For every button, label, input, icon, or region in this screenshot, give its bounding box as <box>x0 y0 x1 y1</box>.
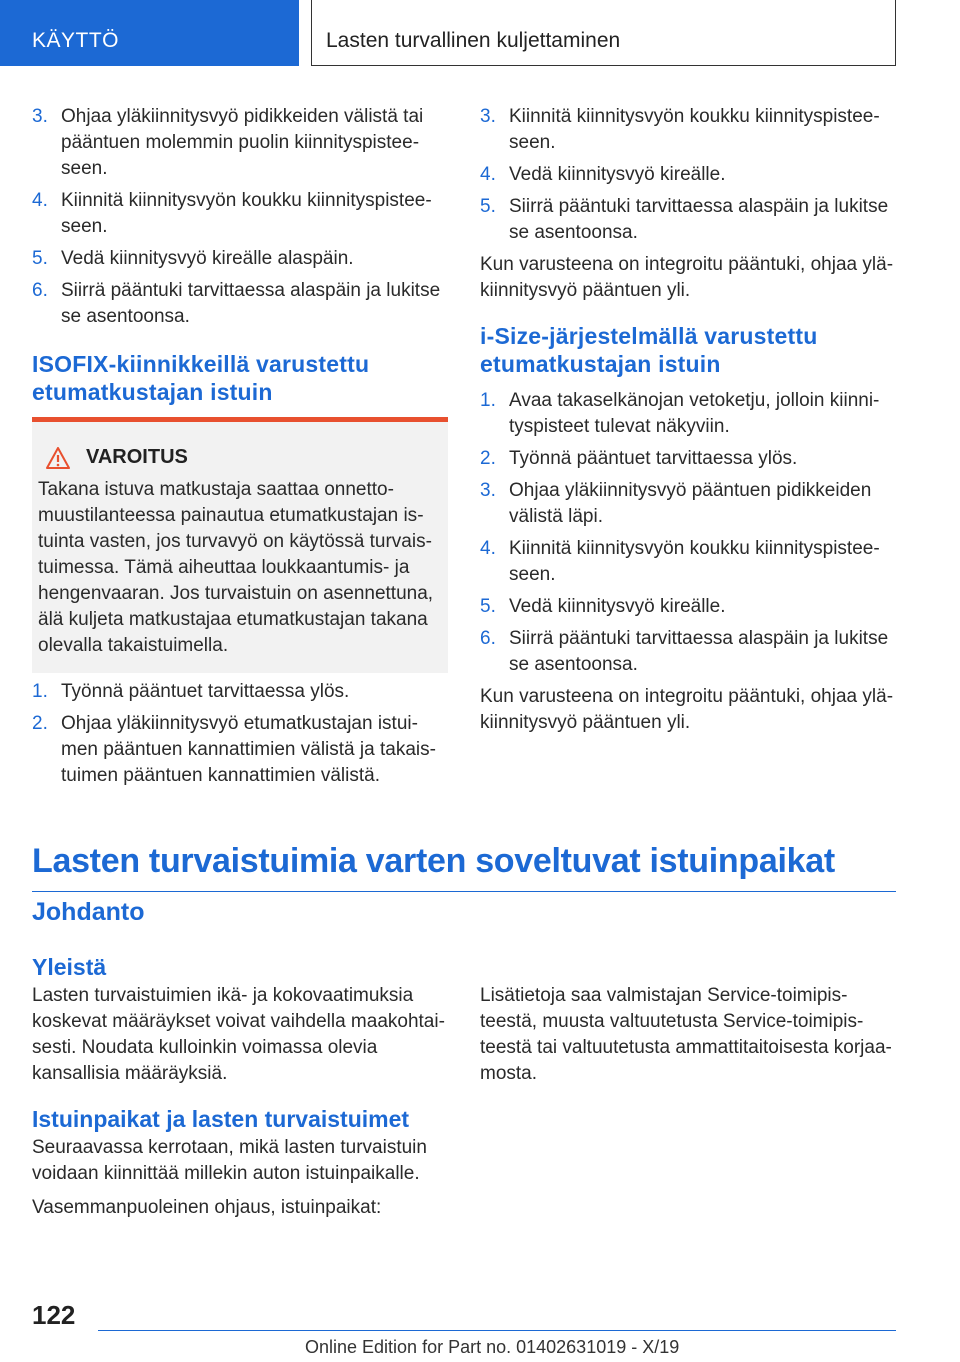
step-text: Ohjaa yläkiinnitysvyö etumatkustajan istuimen pääntuen kannattimien välistä ja takaistuimen pääntuen kannattimien välistä. <box>61 713 436 786</box>
step-text: Siirrä pääntuki tarvittaessa alaspäin ja lukitse se asentoonsa. <box>509 628 889 675</box>
list-item <box>480 388 896 440</box>
step-number: 3. <box>480 106 496 127</box>
step-number: 5. <box>32 248 48 269</box>
general-text-right-block <box>480 983 896 1095</box>
step-number: 2. <box>32 713 48 734</box>
step-text: Vedä kiinnitysvyö kireälle. <box>509 164 726 185</box>
page-number: 122 <box>32 1300 76 1330</box>
general-text-block <box>32 983 448 1095</box>
list-item <box>480 478 896 530</box>
general-heading: Yleistä <box>32 954 107 980</box>
general-text: Lasten turvaistuimien ikä- ja kokovaatimuksia koskevat määräykset voivat vaihdella maakohtaisesti. Noudata kulloinkin voimassa olevia kansallisia määräyksiä. <box>32 985 445 1084</box>
isize-heading: i-Size-järjestelmällä varustettu etumatkustajan istuin <box>480 323 818 377</box>
step-text: Kiinnitä kiinnitysvyön koukku kiinnityspisteeseen. <box>509 106 880 153</box>
seats-text: Vasemmanpuoleinen ohjaus, istuinpaikat: <box>32 1197 382 1218</box>
left-column-top <box>32 104 448 420</box>
warning-triangle-icon <box>46 447 70 469</box>
step-number: 6. <box>32 280 48 301</box>
section-title: Lasten turvaistuimia varten soveltuvat istuinpaikat <box>32 842 896 892</box>
list-item <box>480 626 896 678</box>
warning-title: VAROITUS <box>86 446 188 468</box>
footer-divider <box>98 1330 896 1331</box>
step-text: Työnnä pääntuet tarvittaessa ylös. <box>509 448 798 469</box>
step-number: 4. <box>480 164 496 185</box>
list-item <box>32 711 448 789</box>
list-item <box>480 446 896 472</box>
list-item <box>480 194 896 246</box>
step-text: Ohjaa yläkiinnitysvyö pääntuen pidikkeiden välistä läpi. <box>509 480 872 527</box>
header-section-label: KÄYTTÖ <box>32 29 120 52</box>
list-item <box>32 246 448 272</box>
list-item <box>480 162 896 188</box>
step-number: 1. <box>32 681 48 702</box>
step-number: 6. <box>480 628 496 649</box>
step-text: Siirrä pääntuki tarvittaessa alaspäin ja lukitse se asentoonsa. <box>509 196 889 243</box>
list-item <box>480 594 896 620</box>
seats-text-block <box>32 1135 448 1229</box>
list-item <box>32 104 448 182</box>
general-text-right: Lisätietoja saa valmistajan Service-toimipisteestä, muusta valtuutetusta Service-toimipisteestä tai valtuutetusta ammattitaitoisesta korjaamosta. <box>480 985 892 1084</box>
seats-heading: Istuinpaikat ja lasten turvaistuimet <box>32 1106 410 1132</box>
step-text: Kiinnitä kiinnitysvyön koukku kiinnityspisteeseen. <box>509 538 880 585</box>
list-item <box>32 188 448 240</box>
list-item <box>32 679 448 705</box>
step-number: 5. <box>480 596 496 617</box>
list-item <box>480 536 896 588</box>
warning-header <box>40 446 442 469</box>
section-subtitle: Johdanto <box>32 898 145 926</box>
step-text: Siirrä pääntuki tarvittaessa alaspäin ja lukitse se asentoonsa. <box>61 280 441 327</box>
note-paragraph: Kun varusteena on integroitu pääntuki, ohjaa yläkiinnitysvyö pääntuen yli. <box>480 254 894 301</box>
step-text: Vedä kiinnitysvyö kireälle alaspäin. <box>61 248 354 269</box>
header-chapter-box <box>311 0 896 66</box>
list-item <box>480 104 896 156</box>
left-column-bottom <box>32 679 448 795</box>
step-number: 3. <box>32 106 48 127</box>
step-number: 4. <box>480 538 496 559</box>
seats-text: Seuraavassa kerrotaan, mikä lasten turvaistuin voidaan kiinnittää millekin auton istuinpaikalle. <box>32 1137 427 1184</box>
step-number: 2. <box>480 448 496 469</box>
step-number: 1. <box>480 390 496 411</box>
header-section-tab <box>0 0 299 66</box>
step-text: Ohjaa yläkiinnitysvyö pidikkeiden välistä tai pääntuen molemmin puolin kiinnityspisteeseen. <box>61 106 424 179</box>
warning-box <box>32 417 448 673</box>
step-number: 4. <box>32 190 48 211</box>
step-text: Kiinnitä kiinnitysvyön koukku kiinnityspisteeseen. <box>61 190 432 237</box>
isofix-heading: ISOFIX-kiinnikkeillä varustettu etumatkustajan istuin <box>32 351 370 405</box>
footer-edition: Online Edition for Part no. 01402631019 - X/19 <box>305 1337 680 1357</box>
warning-text: Takana istuva matkustaja saattaa onnettomuustilanteessa painautua etumatkustajan istuinta vasten, jos turvavyö on käytössä turvaistuimessa. Tämä aiheuttaa loukkaantumis- ja hengenvaaran. Jos turvaistuin on asennettuna, älä kuljeta matkustajaa etumatkustajan takana olevalla takaistuimella. <box>38 479 434 656</box>
step-text: Työnnä pääntuet tarvittaessa ylös. <box>61 681 350 702</box>
step-number: 5. <box>480 196 496 217</box>
step-number: 3. <box>480 480 496 501</box>
step-text: Vedä kiinnitysvyö kireälle. <box>509 596 726 617</box>
right-column <box>480 104 896 744</box>
step-text: Avaa takaselkänojan vetoketju, jolloin kiinnityspisteet tulevat näkyviin. <box>509 390 880 437</box>
header-chapter-label: Lasten turvallinen kuljettaminen <box>326 29 621 52</box>
note-paragraph: Kun varusteena on integroitu pääntuki, ohjaa yläkiinnitysvyö pääntuen yli. <box>480 686 894 733</box>
list-item <box>32 278 448 330</box>
